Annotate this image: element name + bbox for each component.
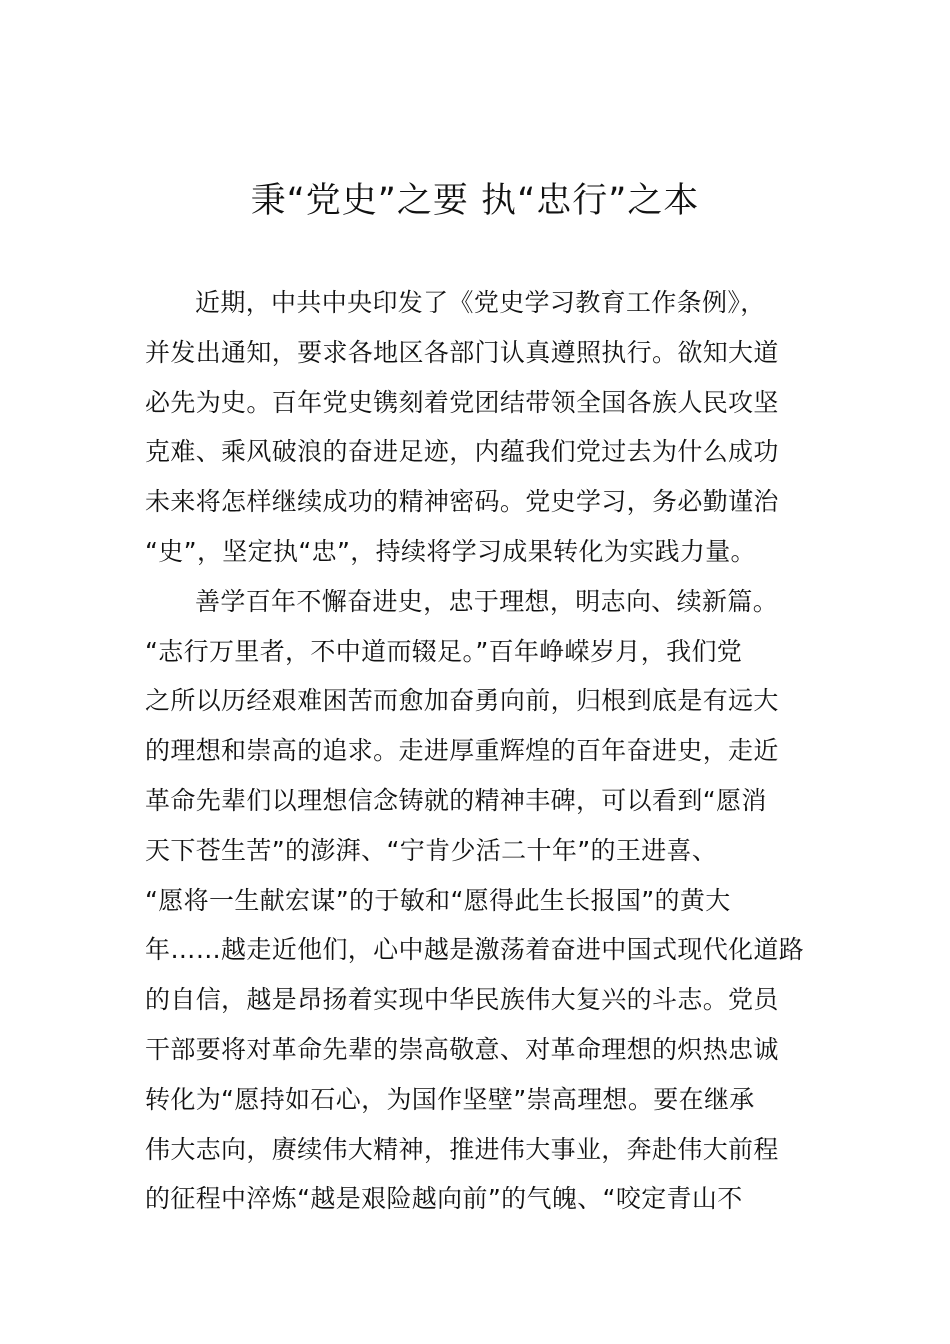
paragraph-line: “愿将一生献宏谋”的于敏和“愿得此生长报国”的黄大: [145, 885, 731, 915]
document-title: 秉“党史”之要 执“忠行”之本: [250, 181, 700, 221]
paragraph-line: 干部要将对革命先辈的崇高敬意、对革命理想的炽热忠诚: [145, 1034, 779, 1064]
paragraph-line: 并发出通知，要求各地区各部门认真遵照执行。欲知大道: [145, 337, 779, 367]
paragraph-line: 的征程中淬炼“越是艰险越向前”的气魄、“咬定青山不: [145, 1184, 743, 1214]
paragraph-line: 的自信，越是昂扬着实现中华民族伟大复兴的斗志。党员: [145, 985, 779, 1015]
paragraph-line: 伟大志向，赓续伟大精神，推进伟大事业，奔赴伟大前程: [145, 1134, 779, 1164]
paragraph-line: 革命先辈们以理想信念铸就的精神丰碑，可以看到“愿消: [145, 785, 767, 815]
paragraph-line: 必先为史。百年党史镌刻着党团结带领全国各族人民攻坚: [145, 387, 779, 417]
paragraph-line: 善学百年不懈奋进史，忠于理想，明志向、续新篇。: [195, 586, 779, 616]
paragraph-line: 克难、乘风破浪的奋进足迹，内蕴我们党过去为什么成功: [145, 437, 779, 467]
paragraph-line: 未来将怎样继续成功的精神密码。党史学习，务必勤谨治: [145, 487, 779, 517]
paragraph-line: 之所以历经艰难困苦而愈加奋勇向前，归根到底是有远大: [145, 686, 779, 716]
paragraph-line: 年……越走近他们，心中越是激荡着奋进中国式现代化道路: [145, 935, 805, 965]
paragraph-line: “志行万里者，不中道而辍足。”百年峥嵘岁月，我们党: [145, 636, 743, 666]
document-body: [145, 278, 810, 1224]
paragraph-line: 近期，中共中央印发了《党史学习教育工作条例》，: [195, 288, 766, 317]
paragraph-line: 的理想和崇高的追求。走进厚重辉煌的百年奋进史，走近: [145, 736, 779, 766]
paragraph-line: 天下苍生苦”的澎湃、“宁肯少活二十年”的王进喜、: [145, 835, 718, 865]
paragraph-line: “史”，坚定执“忠”，持续将学习成果转化为实践力量。: [145, 536, 756, 566]
paragraph-line: 转化为“愿持如石心，为国作坚壁”崇高理想。要在继承: [145, 1084, 755, 1114]
